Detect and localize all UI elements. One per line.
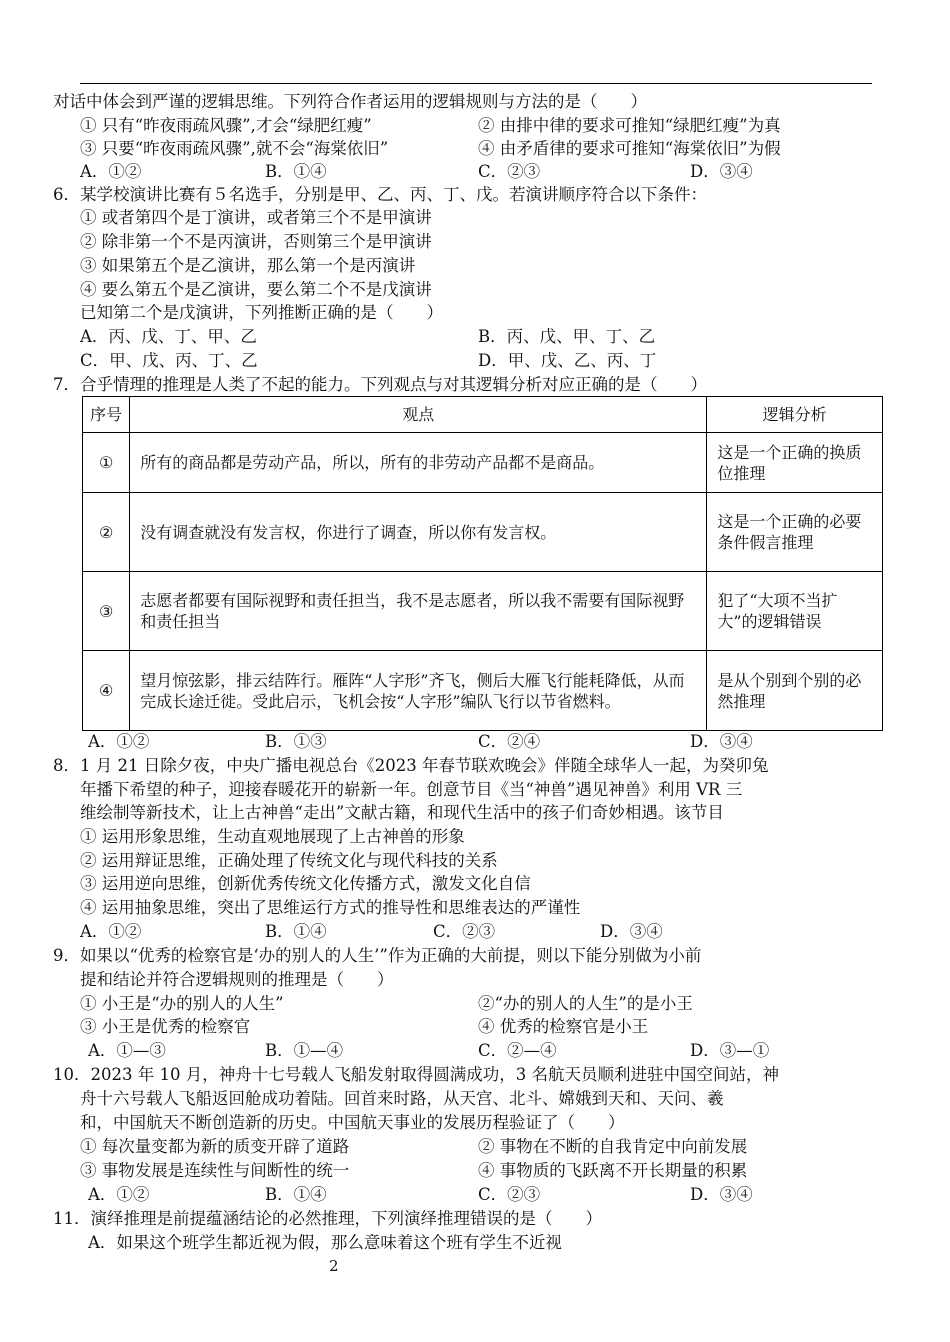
q6-stem: 6．某学校演讲比赛有５名选手，分别是甲、乙、丙、丁、戊。若演讲顺序符合以下条件： (53, 185, 707, 204)
q7-choice-b: B．①③ (265, 732, 327, 751)
q5-choice-b: B．①④ (265, 162, 327, 181)
q5-option-1: ① 只有“昨夜雨疏风骤”,才会“绿肥红瘦” (80, 116, 372, 135)
q10-option-4: ④ 事物质的飞跃离不开长期量的积累 (478, 1161, 748, 1180)
header-rule (80, 83, 872, 84)
q6-choice-c: C．甲、戊、丙、丁、乙 (80, 351, 258, 370)
q8-option-4: ④ 运用抽象思维，突出了思维运行方式的推导性和思维表达的严谨性 (80, 898, 581, 917)
page-number: 2 (329, 1257, 339, 1275)
q8-line-1: 8．1 月 21 日除夕夜，中央广播电视总台《2023 年春节联欢晚会》伴随全球华人一起，为癸卯兔 (53, 756, 769, 775)
q10-choice-a: A．①② (88, 1185, 150, 1204)
row-view: 没有调查就没有发言权，你进行了调查，所以你有发言权。 (130, 493, 707, 572)
q6-known: 已知第二个是戊演讲，下列推断正确的是（ ） (80, 303, 443, 322)
q5-option-2: ② 由排中律的要求可推知“绿肥红瘦”为真 (478, 116, 781, 135)
q7-stem: 7．合乎情理的推理是人类了不起的能力。下列观点与对其逻辑分析对应正确的是（ ） (53, 375, 707, 394)
row-view: 所有的商品都是劳动产品，所以，所有的非劳动产品都不是商品。 (130, 433, 707, 493)
row-number: ① (83, 433, 130, 493)
q8-line-2: 年播下希望的种子，迎接春暖花开的崭新一年。创意节目《当“神兽”遇见神兽》利用 VR 三 (80, 780, 743, 799)
q9-choice-b: B．①—④ (265, 1041, 344, 1060)
row-analysis: 这是一个正确的换质位推理 (707, 433, 883, 493)
row-number: ③ (83, 572, 130, 651)
row-analysis: 犯了“大项不当扩大”的逻辑错误 (707, 572, 883, 651)
q6-choice-a: A．丙、戊、丁、甲、乙 (80, 327, 257, 346)
q5-stem: 对话中体会到严谨的逻辑思维。下列符合作者运用的逻辑规则与方法的是（ ） (53, 92, 647, 111)
table-header-view: 观点 (130, 397, 707, 433)
q10-option-1: ① 每次量变都为新的质变开辟了道路 (80, 1137, 350, 1156)
q6-choice-b: B．丙、戊、甲、丁、乙 (478, 327, 656, 346)
row-analysis: 是从个别到个别的必然推理 (707, 651, 883, 731)
q11-stem: 11．演绎推理是前提蕴涵结论的必然推理，下列演绎推理错误的是（ ） (53, 1209, 602, 1228)
table-row (83, 433, 883, 493)
q8-choice-d: D．③④ (600, 922, 663, 941)
table-header-number: 序号 (83, 397, 130, 433)
q9-option-4: ④ 优秀的检察官是小王 (478, 1017, 649, 1036)
q7-choice-d: D．③④ (690, 732, 753, 751)
q9-option-1: ① 小王是“办的别人的人生” (80, 994, 284, 1013)
q11-option-a: A．如果这个班学生都近视为假，那么意味着这个班有学生不近视 (88, 1233, 562, 1252)
q7-choice-c: C．②④ (478, 732, 541, 751)
q7-table (82, 396, 883, 731)
q8-option-2: ② 运用辩证思维，正确处理了传统文化与现代科技的关系 (80, 851, 498, 870)
q9-line-1: 9．如果以“优秀的检察官是‘办的别人的人生’”作为正确的大前提，则以下能分别做为小前 (53, 946, 702, 965)
q10-choice-d: D．③④ (690, 1185, 753, 1204)
q5-choice-c: C．②③ (478, 162, 541, 181)
q5-option-4: ④ 由矛盾律的要求可推知“海棠依旧”为假 (478, 139, 781, 158)
row-number: ④ (83, 651, 130, 731)
q7-choice-a: A．①② (88, 732, 150, 751)
row-number: ② (83, 493, 130, 572)
q6-condition-3: ③ 如果第五个是乙演讲，那么第一个是丙演讲 (80, 256, 416, 275)
q8-option-1: ① 运用形象思维，生动直观地展现了上古神兽的形象 (80, 827, 465, 846)
q9-choice-c: C．②—④ (478, 1041, 557, 1060)
table-header-analysis: 逻辑分析 (707, 397, 883, 433)
q8-choice-c: C．②③ (433, 922, 496, 941)
q6-choice-d: D．甲、戊、乙、丙、丁 (478, 351, 657, 370)
row-view: 望月惊弦影，排云结阵行。雁阵“人字形”齐飞，侧后大雁飞行能耗降低，从而完成长途迁徙。受此启示，飞机会按“人字形”编队飞行以节省燃料。 (130, 651, 707, 731)
row-analysis: 这是一个正确的必要条件假言推理 (707, 493, 883, 572)
q6-condition-2: ② 除非第一个不是丙演讲，否则第三个是甲演讲 (80, 232, 432, 251)
q8-choice-b: B．①④ (265, 922, 327, 941)
q10-option-2: ② 事物在不断的自我肯定中向前发展 (478, 1137, 748, 1156)
q10-choice-b: B．①④ (265, 1185, 327, 1204)
q8-option-3: ③ 运用逆向思维，创新优秀传统文化传播方式，激发文化自信 (80, 874, 531, 893)
q10-line-2: 舟十六号载人飞船返回舱成功着陆。回首来时路，从天宫、北斗、嫦娥到天和、天问、羲 (80, 1089, 724, 1108)
q8-choice-a: A．①② (80, 922, 142, 941)
q6-condition-4: ④ 要么第五个是乙演讲，要么第二个不是戊演讲 (80, 280, 432, 299)
q10-option-3: ③ 事物发展是连续性与间断性的统一 (80, 1161, 350, 1180)
row-view: 志愿者都要有国际视野和责任担当，我不是志愿者，所以我不需要有国际视野和责任担当 (130, 572, 707, 651)
q5-choice-a: A．①② (80, 162, 142, 181)
q10-line-3: 和，中国航天不断创造新的历史。中国航天事业的发展历程验证了（ ） (80, 1113, 625, 1132)
table-row (83, 572, 883, 651)
q10-choice-c: C．②③ (478, 1185, 541, 1204)
q9-option-3: ③ 小王是优秀的检察官 (80, 1017, 251, 1036)
table-row (83, 651, 883, 731)
q6-condition-1: ① 或者第四个是丁演讲，或者第三个不是甲演讲 (80, 208, 432, 227)
q5-option-3: ③ 只要“昨夜雨疏风骤”,就不会“海棠依旧” (80, 139, 389, 158)
q9-option-2: ②“办的别人的人生”的是小王 (478, 994, 693, 1013)
table-row (83, 493, 883, 572)
q9-line-2: 提和结论并符合逻辑规则的推理是（ ） (80, 970, 394, 989)
q10-line-1: 10．2023 年 10 月，神舟十七号载人飞船发射取得圆满成功，3 名航天员顺利进驻中国空间站，神 (53, 1065, 779, 1084)
q9-choice-a: A．①—③ (88, 1041, 166, 1060)
q5-choice-d: D．③④ (690, 162, 753, 181)
q9-choice-d: D．③—① (690, 1041, 770, 1060)
q8-line-3: 维绘制等新技术，让上古神兽“走出”文献古籍，和现代生活中的孩子们奇妙相遇。该节目 (80, 803, 724, 822)
